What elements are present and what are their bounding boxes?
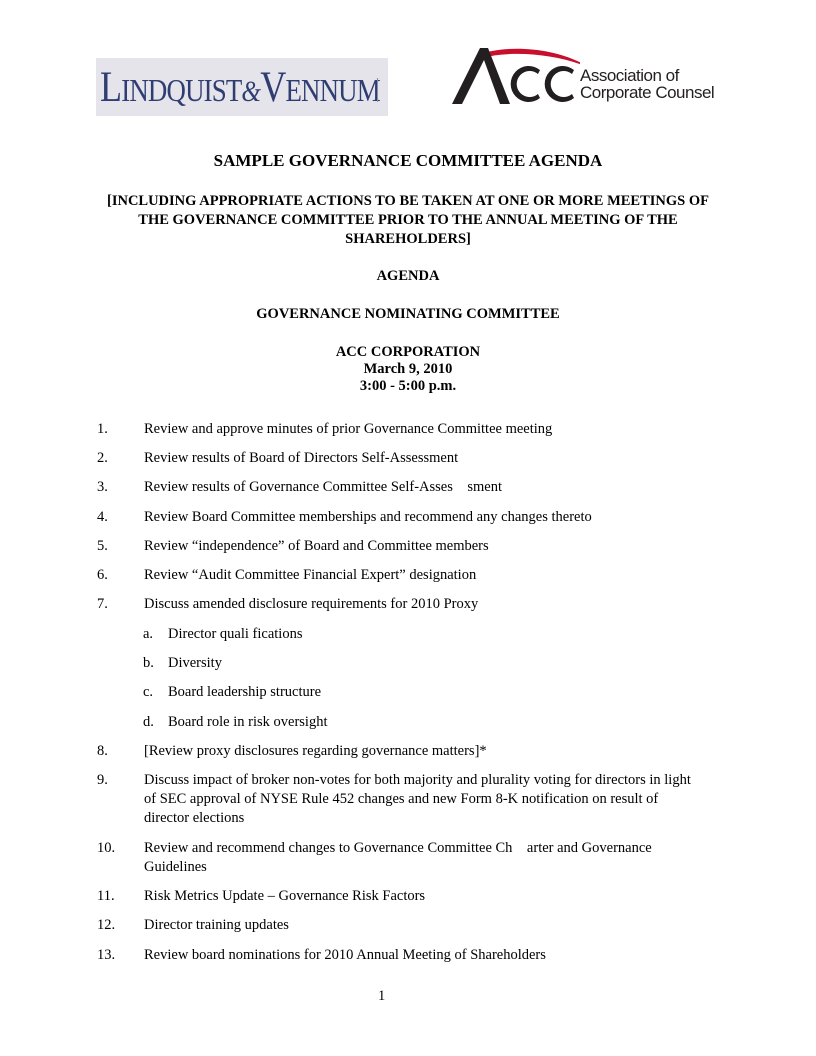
- subitem-text: Board role in risk oversight: [168, 714, 328, 730]
- acc-logo: [450, 42, 725, 112]
- lindquist-vennum-wordmark: LINDQUIST&VENNUM: [100, 64, 380, 111]
- item-text: Review Board Committee memberships and recommend any changes thereto: [144, 509, 592, 525]
- item-number: 6.: [97, 567, 108, 583]
- subitem-letter: a.: [143, 626, 154, 642]
- item-number: 8.: [97, 743, 108, 759]
- committee-heading: GOVERNANCE NOMINATING COMMITTEE: [256, 306, 560, 322]
- acc-letter-c1: [511, 66, 540, 102]
- item-number: 10.: [97, 840, 116, 856]
- page-number: 1: [378, 988, 386, 1004]
- item-number: 2.: [97, 450, 108, 466]
- subitem-text: Diversity: [168, 655, 222, 671]
- item-text: Review board nominations for 2010 Annual Meeting of Shareholders: [144, 947, 546, 963]
- acc-letter-c2: [545, 66, 574, 102]
- document-subtitle: [INCLUDING APPROPRIATE ACTIONS TO BE TAKEN AT ONE OR MORE MEETINGS OF THE GOVERNANCE COMMITTEE PRIOR TO THE ANNUAL MEETING OF THE SHAREHOLDERS]: [107, 193, 709, 247]
- subitem-text: Board leadership structure: [168, 684, 322, 700]
- acc-swoosh: [480, 49, 580, 68]
- item-text: Review results of Board of Directors Self-Assessment: [144, 450, 459, 466]
- document-title: SAMPLE GOVERNANCE COMMITTEE AGENDA: [213, 151, 603, 170]
- item-text: Review results of Governance Committee Self-Asses sment: [144, 479, 502, 495]
- item-number: 12.: [97, 917, 116, 933]
- item-text: Discuss amended disclosure requirements for 2010 Proxy: [144, 596, 479, 612]
- item-number: 1.: [97, 421, 108, 437]
- agenda-heading: AGENDA: [376, 268, 440, 284]
- item-text: Discuss impact of broker non-votes for both majority and plurality voting for directors in light of SEC approval of NYSE Rule 452 changes and new Form 8-K notification on result of director elections: [144, 772, 691, 826]
- item-number: 11.: [97, 888, 115, 904]
- subitem-text: Director quali fications: [168, 626, 303, 642]
- subitem-letter: c.: [143, 684, 154, 700]
- meeting-date: March 9, 2010: [363, 361, 453, 377]
- item-text: Risk Metrics Update – Governance Risk Factors: [144, 888, 426, 904]
- corporation-name: ACC CORPORATION: [335, 344, 481, 360]
- meeting-details: [90, 344, 726, 395]
- lindquist-vennum-logo: [96, 58, 388, 116]
- item-number: 3.: [97, 479, 108, 495]
- meeting-time: 3:00 - 5:00 p.m.: [359, 378, 457, 394]
- acc-name-line1: Association of: [580, 66, 679, 85]
- item-text: [Review proxy disclosures regarding governance matters]*: [144, 743, 487, 759]
- acc-name: [580, 67, 714, 101]
- item-text: Review “independence” of Board and Committee members: [144, 538, 489, 554]
- item-text: Review and recommend changes to Governance Committee Ch arter and Governance Guidelines: [144, 840, 656, 875]
- item-number: 5.: [97, 538, 108, 554]
- item-number: 7.: [97, 596, 108, 612]
- item-text: Review and approve minutes of prior Governance Committee meeting: [144, 421, 553, 437]
- acc-letter-a: [452, 48, 510, 104]
- item-text: Director training updates: [144, 917, 289, 933]
- lindquist-vennum-tag: [377, 78, 384, 102]
- item-text: Review “Audit Committee Financial Expert” designation: [144, 567, 477, 583]
- subitem-letter: d.: [143, 714, 154, 730]
- acc-mark-graphic: [450, 42, 580, 112]
- item-number: 13.: [97, 947, 116, 963]
- acc-name-line2: Corporate Counsel: [580, 83, 715, 102]
- item-number: 9.: [97, 772, 108, 788]
- subitem-letter: b.: [143, 655, 154, 671]
- item-number: 4.: [97, 509, 108, 525]
